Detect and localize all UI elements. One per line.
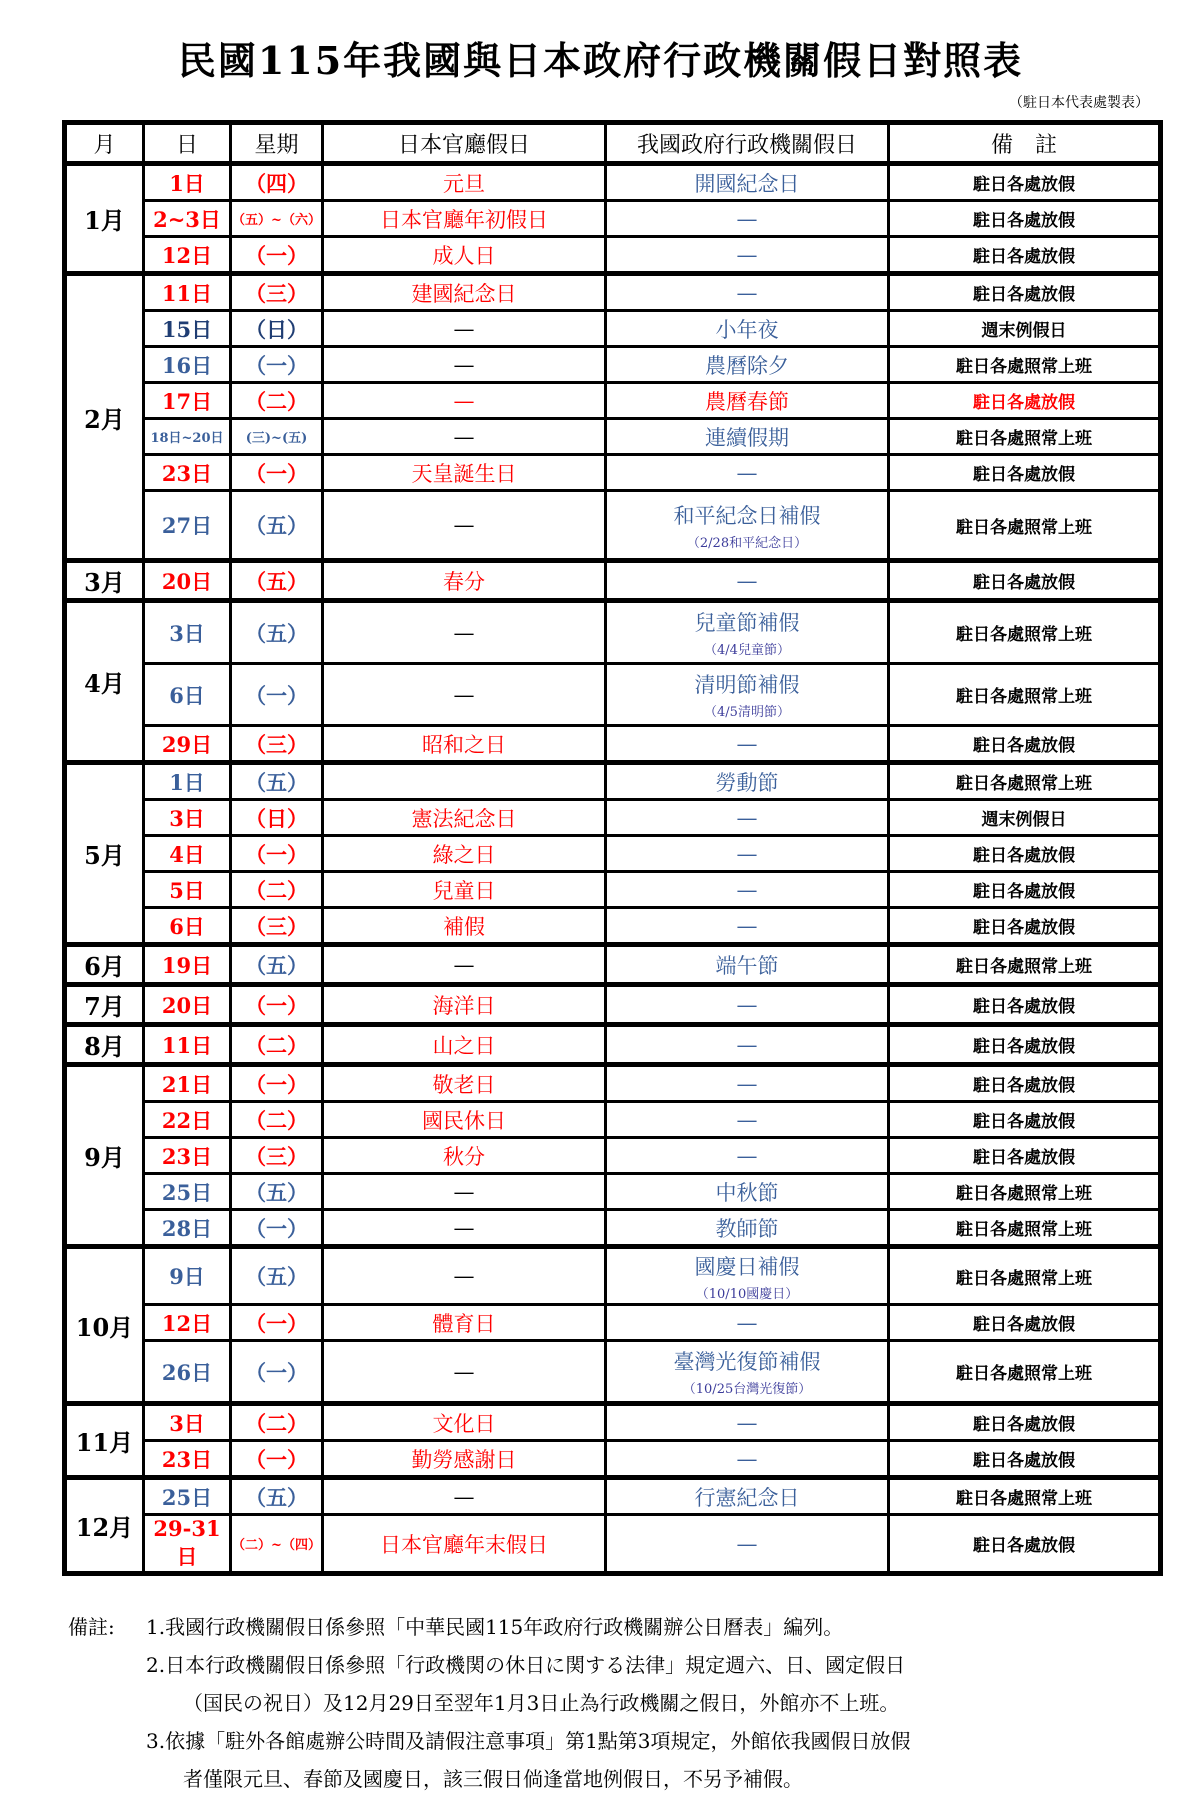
day-cell: 20日 [144,561,231,601]
remarks-cell: 駐日各處照常上班 [889,1247,1161,1305]
table-row [65,763,1161,800]
taiwan-holiday-name: 小年夜 [715,317,779,342]
taiwan-holiday-name: — [736,1107,758,1132]
japan-holiday-cell: 建國紀念日 [323,274,606,311]
table-row [65,383,1161,419]
day-cell: 28日 [144,1210,231,1247]
remarks-cell: 駐日各處放假 [889,237,1161,274]
taiwan-holiday-cell [606,908,889,945]
day-cell: 16日 [144,347,231,383]
remarks-cell: 駐日各處照常上班 [889,1174,1161,1210]
taiwan-holiday-name: 清明節補假 [694,673,800,697]
note-line: 3.依據「駐外各館處辦公時間及請假注意事項」第1點第3項規定，外館依我國假日放假 [146,1729,911,1753]
weekday-cell: （二） [231,1404,323,1441]
day-cell: 3日 [144,800,231,836]
day-cell: 1日 [144,164,231,201]
table-row [65,1478,1161,1515]
weekday-cell: （五）~（六） [231,201,323,237]
day-cell: 23日 [144,1441,231,1478]
taiwan-holiday-name: — [736,841,758,866]
note-line: （国民の祝日）及12月29日至翌年1月3日止為行政機關之假日，外館亦不上班。 [183,1691,900,1715]
taiwan-holiday-original-date: （4/4兒童節） [704,643,790,658]
weekday-cell: （一） [231,455,323,491]
table-row [65,1210,1161,1247]
month-cell: 7月 [65,985,144,1025]
taiwan-holiday-cell [606,1478,889,1515]
taiwan-holiday-name: — [736,1446,758,1471]
table-row [65,1247,1161,1305]
table-row [65,985,1161,1025]
weekday-cell: （一） [231,1341,323,1404]
day-cell: 12日 [144,1305,231,1341]
taiwan-holiday-name: — [736,1032,758,1057]
table-row [65,872,1161,908]
remarks-cell: 駐日各處放假 [889,985,1161,1025]
taiwan-holiday-name: — [736,280,758,305]
weekday-cell: （三） [231,908,323,945]
day-cell: 15日 [144,311,231,347]
month-cell: 2月 [65,274,144,561]
japan-holiday-cell: — [323,1341,606,1404]
taiwan-holiday-name: 中秋節 [715,1180,779,1205]
remarks-cell: 駐日各處照常上班 [889,664,1161,726]
japan-holiday-cell: — [323,383,606,419]
header-japan-holiday: 日本官廳假日 [323,123,606,164]
month-cell: 3月 [65,561,144,601]
taiwan-holiday-name: 國慶日補假 [694,1254,800,1279]
remarks-cell: 駐日各處照常上班 [889,347,1161,383]
day-cell: 29-31日 [144,1515,231,1574]
weekday-cell: （五） [231,491,323,561]
table-row [65,1065,1161,1102]
remarks-cell: 週末例假日 [889,800,1161,836]
day-cell: 4日 [144,836,231,872]
weekday-cell: （一） [231,1441,323,1478]
taiwan-holiday-cell [606,201,889,237]
day-cell: 23日 [144,455,231,491]
taiwan-holiday-name: — [736,913,758,938]
taiwan-holiday-cell [606,1210,889,1247]
weekday-cell: （二） [231,1025,323,1065]
taiwan-holiday-name: — [736,242,758,267]
day-cell: 22日 [144,1102,231,1138]
header-day: 日 [144,123,231,164]
taiwan-holiday-cell [606,800,889,836]
weekday-cell: （一） [231,985,323,1025]
table-row [65,601,1161,664]
japan-holiday-cell: — [323,419,606,455]
header-taiwan-holiday: 我國政府行政機關假日 [606,123,889,164]
table-row [65,1441,1161,1478]
day-cell: 19日 [144,945,231,985]
month-cell: 6月 [65,945,144,985]
taiwan-holiday-name: 連續假期 [705,425,789,450]
japan-holiday-cell: 綠之日 [323,836,606,872]
day-cell: 11日 [144,274,231,311]
remarks-cell: 駐日各處放假 [889,201,1161,237]
taiwan-holiday-name: 和平紀念日補假 [673,503,821,528]
month-cell: 4月 [65,601,144,763]
remarks-cell: 駐日各處放假 [889,1102,1161,1138]
japan-holiday-cell [323,763,606,800]
remarks-cell: 駐日各處照常上班 [889,945,1161,985]
day-cell: 20日 [144,985,231,1025]
japan-holiday-cell: — [323,311,606,347]
taiwan-holiday-name: — [736,1531,758,1556]
taiwan-holiday-name: — [736,1410,758,1435]
japan-holiday-cell: — [323,664,606,726]
day-cell: 9日 [144,1247,231,1305]
table-row [65,491,1161,561]
month-cell: 10月 [65,1247,144,1404]
table-row [65,311,1161,347]
japan-holiday-cell: 成人日 [323,237,606,274]
japan-holiday-cell: 體育日 [323,1305,606,1341]
taiwan-holiday-name: 端午節 [715,953,779,978]
taiwan-holiday-cell [606,491,889,561]
day-cell: 17日 [144,383,231,419]
taiwan-holiday-cell [606,664,889,726]
maker-note: （駐日本代表處製表） [1009,95,1149,111]
month-cell: 12月 [65,1478,144,1574]
japan-holiday-cell: 勤勞感謝日 [323,1441,606,1478]
taiwan-holiday-cell [606,1025,889,1065]
day-cell: 6日 [144,908,231,945]
weekday-cell: （五） [231,601,323,664]
table-row [65,1138,1161,1174]
taiwan-holiday-cell [606,274,889,311]
day-cell: 27日 [144,491,231,561]
day-cell: 6日 [144,664,231,726]
note-line: 1.我國行政機關假日係參照「中華民國115年政府行政機關辦公日曆表」編列。 [146,1615,844,1639]
taiwan-holiday-name: — [736,1071,758,1096]
weekday-cell: （二） [231,383,323,419]
japan-holiday-cell: 文化日 [323,1404,606,1441]
taiwan-holiday-name: 行憲紀念日 [694,1485,800,1510]
weekday-cell: （四） [231,164,323,201]
japan-holiday-cell: — [323,1478,606,1515]
taiwan-holiday-cell [606,1441,889,1478]
remarks-cell: 駐日各處放假 [889,872,1161,908]
remarks-cell: 駐日各處放假 [889,836,1161,872]
weekday-cell: （日） [231,800,323,836]
japan-holiday-cell: — [323,347,606,383]
day-cell: 29日 [144,726,231,763]
day-cell: 18日~20日 [144,419,231,455]
weekday-cell: （二）~（四） [231,1515,323,1574]
weekday-cell: （一） [231,664,323,726]
taiwan-holiday-name: — [736,460,758,485]
note-line: 2.日本行政機關假日係參照「行政機関の休日に関する法律」規定週六、日、國定假日 [146,1653,906,1677]
weekday-cell: （一） [231,237,323,274]
weekday-cell: （一） [231,1305,323,1341]
taiwan-holiday-cell [606,383,889,419]
table-row [65,726,1161,763]
japan-holiday-cell: 兒童日 [323,872,606,908]
day-cell: 3日 [144,601,231,664]
taiwan-holiday-cell [606,419,889,455]
remarks-cell: 駐日各處放假 [889,1404,1161,1441]
day-cell: 11日 [144,1025,231,1065]
japan-holiday-cell: 敬老日 [323,1065,606,1102]
table-row [65,1174,1161,1210]
taiwan-holiday-name: — [736,1310,758,1335]
remarks-cell: 駐日各處放假 [889,383,1161,419]
day-cell: 25日 [144,1478,231,1515]
japan-holiday-cell: — [323,1247,606,1305]
remarks-cell: 駐日各處放假 [889,1305,1161,1341]
taiwan-holiday-name: — [736,1143,758,1168]
taiwan-holiday-name: 臺灣光復節補假 [673,1350,821,1374]
weekday-cell: （五） [231,561,323,601]
table-row [65,347,1161,383]
taiwan-holiday-name: — [736,805,758,830]
table-row [65,1305,1161,1341]
taiwan-holiday-cell [606,1138,889,1174]
table-row [65,419,1161,455]
japan-holiday-cell: — [323,1210,606,1247]
weekday-cell: （日） [231,311,323,347]
table-row [65,800,1161,836]
weekday-cell: （三） [231,1138,323,1174]
table-row [65,164,1161,201]
taiwan-holiday-name: — [736,877,758,902]
remarks-cell: 駐日各處放假 [889,164,1161,201]
taiwan-holiday-cell [606,1065,889,1102]
weekday-cell: （五） [231,945,323,985]
weekday-cell: （三） [231,274,323,311]
taiwan-holiday-original-date: （10/10國慶日） [695,1286,799,1302]
remarks-cell: 駐日各處照常上班 [889,1341,1161,1404]
day-cell: 25日 [144,1174,231,1210]
header-remarks: 備 註 [889,123,1161,164]
page-title: 民國115年我國與日本政府行政機關假日對照表 [177,38,1024,83]
taiwan-holiday-cell [606,311,889,347]
weekday-cell: （三） [231,726,323,763]
month-cell: 1月 [65,164,144,274]
japan-holiday-cell: 天皇誕生日 [323,455,606,491]
notes-label: 備註: [68,1615,115,1639]
table-row [65,908,1161,945]
table-row [65,237,1161,274]
remarks-cell: 駐日各處照常上班 [889,491,1161,561]
taiwan-holiday-cell [606,1174,889,1210]
japan-holiday-cell: — [323,945,606,985]
japan-holiday-cell: — [323,1174,606,1210]
remarks-cell: 駐日各處放假 [889,1025,1161,1065]
taiwan-holiday-cell [606,1404,889,1441]
remarks-cell: 駐日各處放假 [889,726,1161,763]
day-cell: 3日 [144,1404,231,1441]
taiwan-holiday-cell [606,1305,889,1341]
taiwan-holiday-cell [606,726,889,763]
month-cell: 9月 [65,1065,144,1247]
weekday-cell: (三)~(五) [231,419,323,455]
holiday-table [62,120,1163,1576]
taiwan-holiday-cell [606,164,889,201]
notes [68,1608,911,1798]
day-cell: 2~3日 [144,201,231,237]
day-cell: 26日 [144,1341,231,1404]
table-row [65,274,1161,311]
remarks-cell: 駐日各處照常上班 [889,419,1161,455]
japan-holiday-cell: 元旦 [323,164,606,201]
japan-holiday-cell: 春分 [323,561,606,601]
taiwan-holiday-cell [606,455,889,491]
remarks-cell: 駐日各處放假 [889,274,1161,311]
table-row [65,455,1161,491]
day-cell: 23日 [144,1138,231,1174]
day-cell: 5日 [144,872,231,908]
taiwan-holiday-cell [606,237,889,274]
japan-holiday-cell: — [323,601,606,664]
weekday-cell: （二） [231,872,323,908]
japan-holiday-cell: — [323,491,606,561]
taiwan-holiday-original-date: （4/5清明節） [704,705,790,720]
taiwan-holiday-cell [606,763,889,800]
month-cell: 5月 [65,763,144,945]
japan-holiday-cell: 海洋日 [323,985,606,1025]
taiwan-holiday-cell [606,872,889,908]
taiwan-holiday-cell [606,1102,889,1138]
taiwan-holiday-name: 兒童節補假 [694,611,800,635]
taiwan-holiday-cell [606,347,889,383]
note-line: 者僅限元旦、春節及國慶日，該三假日倘逢當地例假日，不另予補假。 [183,1767,803,1791]
japan-holiday-cell: 日本官廳年末假日 [323,1515,606,1574]
taiwan-holiday-name: 勞動節 [715,770,779,795]
taiwan-holiday-cell [606,836,889,872]
table-row [65,561,1161,601]
taiwan-holiday-name: — [736,992,758,1017]
japan-holiday-cell: 秋分 [323,1138,606,1174]
remarks-cell: 駐日各處放假 [889,1065,1161,1102]
weekday-cell: （一） [231,1210,323,1247]
taiwan-holiday-cell [606,561,889,601]
taiwan-holiday-cell [606,985,889,1025]
day-cell: 21日 [144,1065,231,1102]
taiwan-holiday-cell [606,1515,889,1574]
remarks-cell: 駐日各處照常上班 [889,601,1161,664]
header-weekday: 星期 [231,123,323,164]
remarks-cell: 駐日各處放假 [889,455,1161,491]
table-row [65,1341,1161,1404]
taiwan-holiday-name: — [736,568,758,593]
table-row [65,1102,1161,1138]
weekday-cell: （一） [231,347,323,383]
remarks-cell: 駐日各處放假 [889,1138,1161,1174]
taiwan-holiday-name: — [736,206,758,231]
taiwan-holiday-cell [606,1341,889,1404]
taiwan-holiday-original-date: （10/25台灣光復節） [682,1382,812,1397]
taiwan-holiday-name: 農曆除夕 [705,353,789,378]
taiwan-holiday-original-date: （2/28和平紀念日） [686,535,808,551]
weekday-cell: （五） [231,1174,323,1210]
weekday-cell: （一） [231,836,323,872]
table-row [65,836,1161,872]
remarks-cell: 駐日各處放假 [889,1515,1161,1574]
taiwan-holiday-cell [606,1247,889,1305]
day-cell: 12日 [144,237,231,274]
weekday-cell: （五） [231,1478,323,1515]
table-row [65,945,1161,985]
japan-holiday-cell: 山之日 [323,1025,606,1065]
japan-holiday-cell: 國民休日 [323,1102,606,1138]
remarks-cell: 駐日各處照常上班 [889,1210,1161,1247]
table-row [65,1404,1161,1441]
table-row [65,201,1161,237]
japan-holiday-cell: 補假 [323,908,606,945]
japan-holiday-cell: 日本官廳年初假日 [323,201,606,237]
remarks-cell: 駐日各處放假 [889,561,1161,601]
taiwan-holiday-name: 開國紀念日 [694,171,800,196]
taiwan-holiday-name: 教師節 [715,1216,779,1241]
taiwan-holiday-cell [606,601,889,664]
taiwan-holiday-name: — [736,731,758,756]
day-cell: 1日 [144,763,231,800]
remarks-cell: 週末例假日 [889,311,1161,347]
header-month: 月 [65,123,144,164]
table-row [65,664,1161,726]
header-row [65,123,1161,164]
weekday-cell: （五） [231,1247,323,1305]
weekday-cell: （二） [231,1102,323,1138]
month-cell: 11月 [65,1404,144,1478]
taiwan-holiday-name: 農曆春節 [705,389,789,414]
month-cell: 8月 [65,1025,144,1065]
japan-holiday-cell: 昭和之日 [323,726,606,763]
table-row [65,1515,1161,1574]
remarks-cell: 駐日各處照常上班 [889,1478,1161,1515]
weekday-cell: （一） [231,1065,323,1102]
table-row [65,1025,1161,1065]
remarks-cell: 駐日各處放假 [889,1441,1161,1478]
remarks-cell: 駐日各處照常上班 [889,763,1161,800]
taiwan-holiday-cell [606,945,889,985]
japan-holiday-cell: 憲法紀念日 [323,800,606,836]
remarks-cell: 駐日各處放假 [889,908,1161,945]
weekday-cell: （五） [231,763,323,800]
